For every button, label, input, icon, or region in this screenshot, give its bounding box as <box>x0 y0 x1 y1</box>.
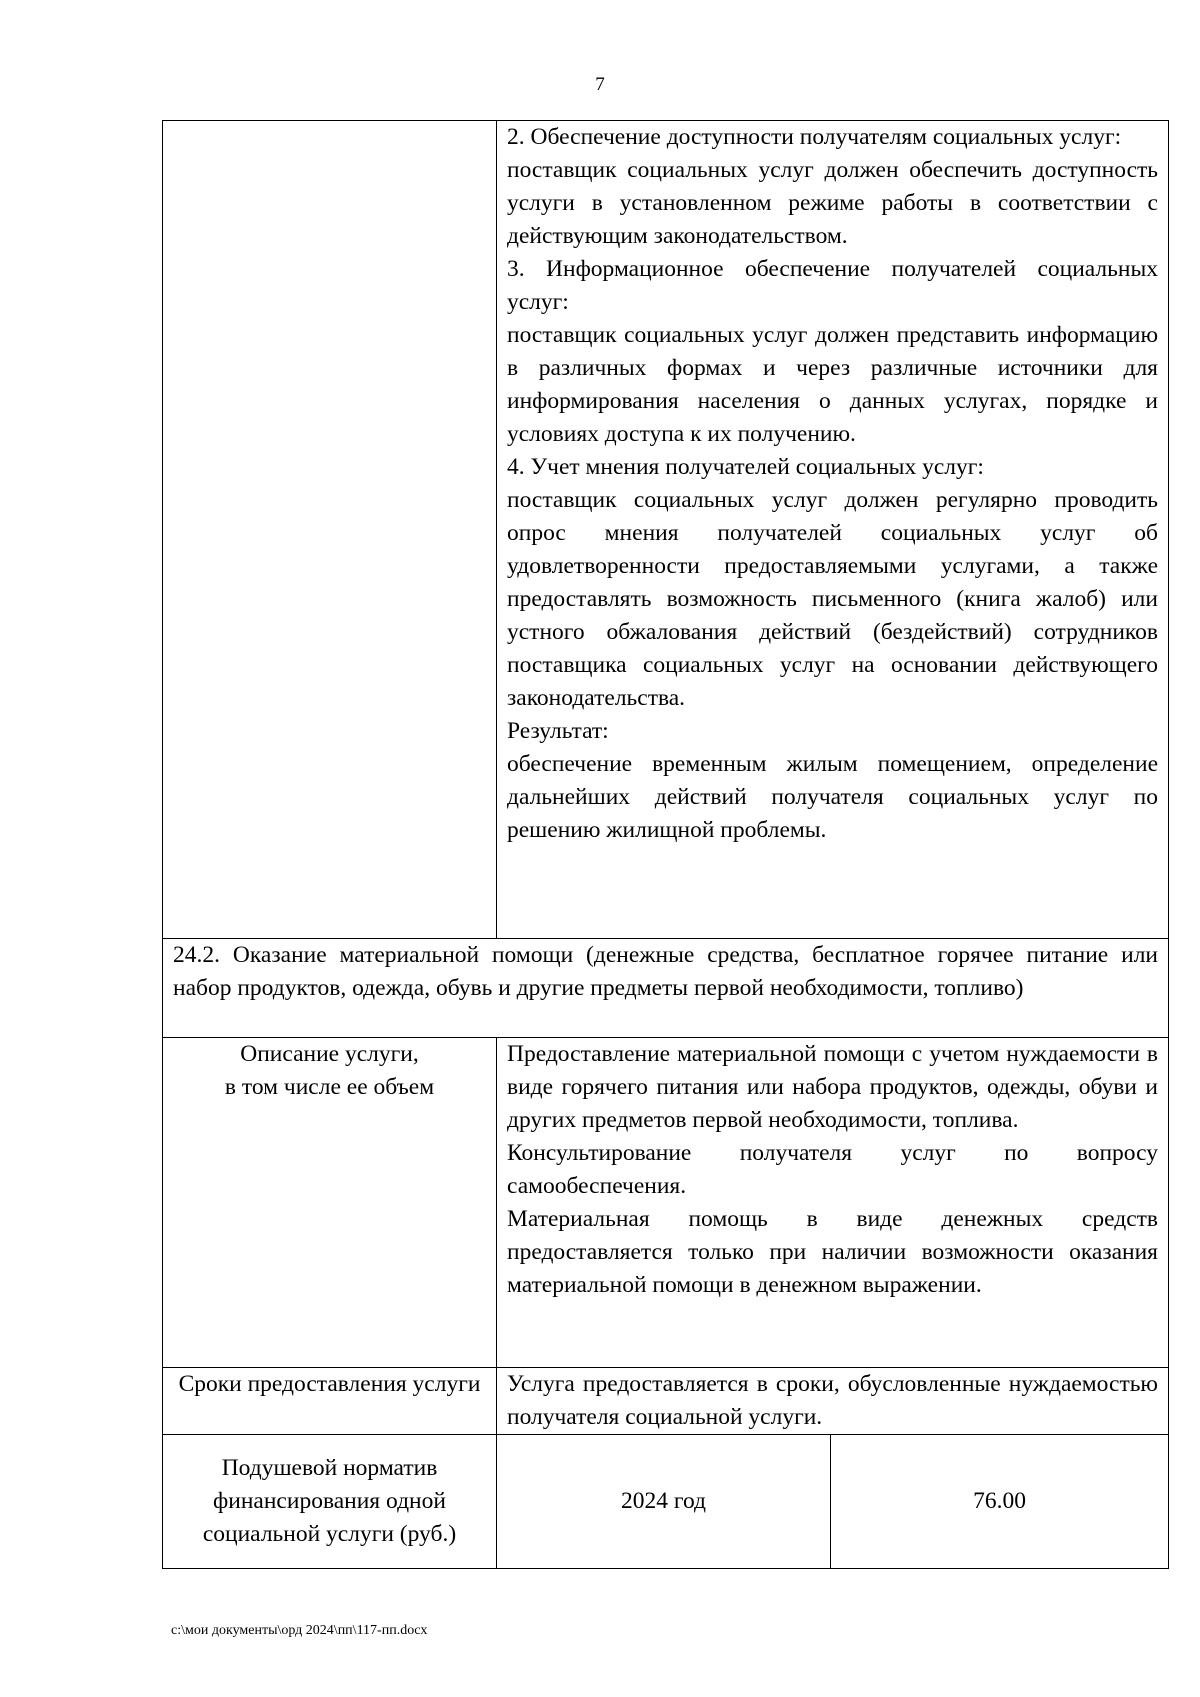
empty-label-cell <box>163 121 497 939</box>
table-row <box>163 939 1169 1038</box>
paragraph: Предоставление материальной помощи с учетом нуждаемости в виде горячего питания или набора продуктов, одежды, обуви и других предметов первой необходимости, топлива. <box>507 1041 1158 1133</box>
section-title: 24.2. Оказание материальной помощи (денежные средства, бесплатное горячее питание или набор продуктов, одежда, обувь и другие предметы первой необходимости, топливо) <box>163 939 1169 1038</box>
description-label <box>163 1038 497 1368</box>
table-row <box>163 1368 1169 1435</box>
paragraph: 2. Обеспечение доступности получателям социальных услуг: <box>507 124 1122 150</box>
file-path-footer: c:\мои документы\орд 2024\пп\117-пп.docx <box>171 1623 428 1638</box>
description-value <box>497 1038 1169 1368</box>
paragraph: 3. Информационное обеспечение получателей социальных услуг: <box>507 256 1158 315</box>
terms-value: Услуга предоставляется в сроки, обусловленные нуждаемостью получателя социальной услуги. <box>497 1368 1169 1435</box>
paragraph: поставщик социальных услуг должен обеспечить доступность услуги в установленном режиме работы в соответствии с действующим законодательством. <box>507 157 1158 249</box>
continuation-cell <box>497 121 1169 939</box>
terms-label: Сроки предоставления услуги <box>163 1368 497 1435</box>
label-line: Описание услуги, <box>240 1041 419 1067</box>
table-row <box>163 1038 1169 1368</box>
paragraph: поставщик социальных услуг должен представить информацию в различных формах и через различные источники для информирования населения о данных услугах, порядке и условиях доступа к их получению. <box>507 322 1158 447</box>
paragraph: 4. Учет мнения получателей социальных услуг: <box>507 454 984 480</box>
table-row <box>163 1435 1169 1569</box>
paragraph: поставщик социальных услуг должен регулярно проводить опрос мнения получателей социальных услуг об удовлетворенности предоставляемыми услугами, а также предоставлять возможность письменного (книга жалоб) или устного обжалования действий (бездействий) сотрудников поставщика социальных услуг на основании действующего законодательства. <box>507 487 1158 711</box>
paragraph: обеспечение временным жилым помещением, определение дальнейших действий получателя социальных услуг по решению жилищной проблемы. <box>507 751 1158 843</box>
financing-label: Подушевой норматив финансирования одной социальной услуги (руб.) <box>163 1435 497 1569</box>
service-table <box>162 120 1169 1569</box>
paragraph: Материальная помощь в виде денежных средств предоставляется только при наличии возможности оказания материальной помощи в денежном выражении. <box>507 1206 1158 1298</box>
label-line: в том числе ее объем <box>224 1074 435 1100</box>
table-row <box>163 121 1169 939</box>
financing-year: 2024 год <box>497 1435 831 1569</box>
page-number: 7 <box>595 74 605 95</box>
paragraph: Консультирование получателя услуг по вопросу самообеспечения. <box>507 1140 1158 1199</box>
financing-amount: 76.00 <box>831 1435 1169 1569</box>
paragraph: Результат: <box>507 718 609 744</box>
